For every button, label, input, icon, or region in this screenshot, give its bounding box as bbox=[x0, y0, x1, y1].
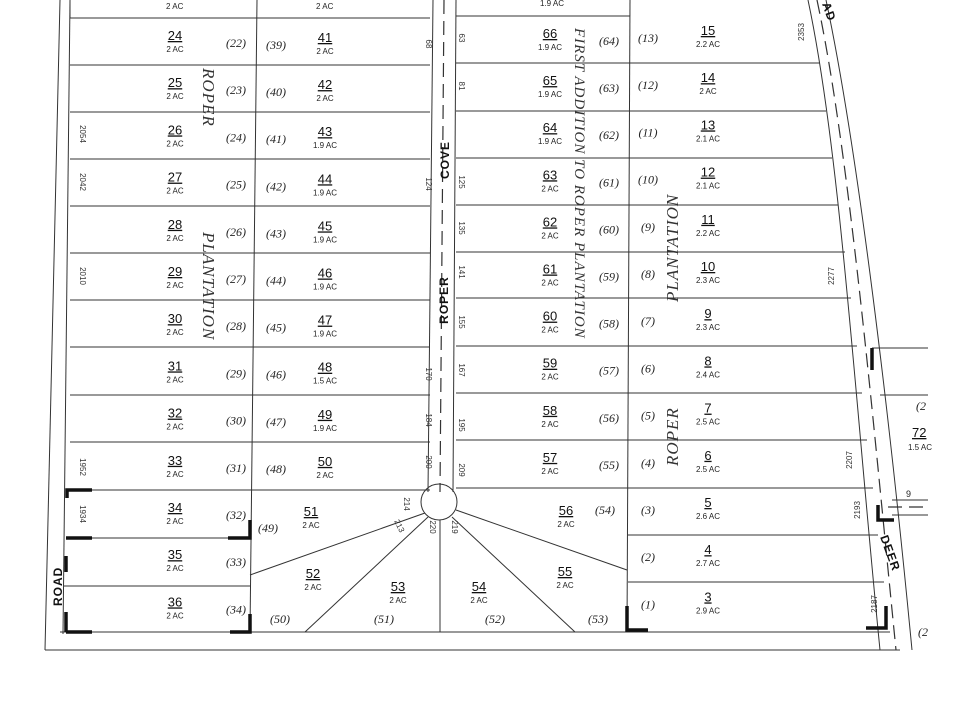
road-label-deer-top: AD bbox=[819, 0, 839, 24]
lot-old-number: (55) bbox=[599, 457, 619, 472]
road-label-cove: COVE bbox=[438, 140, 452, 180]
lot-acres: 2 AC bbox=[166, 375, 184, 385]
lot-old-number: (45) bbox=[266, 320, 286, 335]
lot-old-number: (32) bbox=[226, 508, 246, 522]
lot-number: 55 bbox=[557, 564, 573, 579]
address-number: 135 bbox=[457, 221, 466, 235]
lot-old-number: (46) bbox=[266, 367, 286, 382]
lot-acres: 1.9 AC bbox=[540, 0, 565, 8]
address-number: 2187 bbox=[870, 595, 879, 613]
lot-number: 36 bbox=[167, 594, 183, 610]
lot-acres: 2 AC bbox=[470, 596, 488, 605]
lot-old-number: (39) bbox=[266, 38, 286, 52]
lot-acres: 2 AC bbox=[541, 278, 559, 288]
lot-number: 41 bbox=[317, 30, 333, 45]
mid-left-lot-column bbox=[266, 30, 337, 480]
deer-road bbox=[808, 0, 912, 650]
lot-acres: 2 AC bbox=[699, 87, 717, 97]
lot-acres: 2 AC bbox=[166, 2, 184, 11]
lot-old-number: (30) bbox=[226, 413, 246, 428]
address-number: 2277 bbox=[827, 267, 836, 285]
lot-old-number: (22) bbox=[226, 36, 246, 50]
lot-number: 30 bbox=[167, 311, 183, 327]
lot-old-number: (64) bbox=[599, 34, 619, 48]
lot-number: 3 bbox=[704, 589, 712, 605]
lot-acres: 2.4 AC bbox=[695, 370, 721, 380]
lot-number: 14 bbox=[700, 70, 716, 86]
lot-number: 43 bbox=[317, 124, 333, 140]
lot-acres: 1.5 AC bbox=[908, 443, 933, 452]
lot-acres: 2 AC bbox=[541, 325, 559, 335]
lot-number: 35 bbox=[167, 547, 183, 563]
subdivision-roper-right: ROPER bbox=[663, 407, 682, 466]
lot-number: 13 bbox=[700, 117, 716, 133]
lot-number: 64 bbox=[542, 120, 558, 136]
address-number: 1952 bbox=[78, 458, 87, 476]
subdivision-plantation-right: PLANTATION bbox=[663, 193, 682, 302]
lot-old-number: (59) bbox=[599, 269, 619, 284]
lot-number: 50 bbox=[317, 453, 333, 469]
lot-number: 57 bbox=[542, 449, 558, 465]
lot-number: 45 bbox=[317, 218, 333, 234]
lot-acres: 2 AC bbox=[557, 520, 575, 529]
lot-acres: 1.9 AC bbox=[537, 137, 563, 147]
lot-acres: 2.1 AC bbox=[695, 181, 721, 191]
lot-old-number: (10) bbox=[638, 172, 658, 187]
lot-old-number: (40) bbox=[266, 85, 286, 100]
lot-old-number: (7) bbox=[641, 314, 655, 329]
lot-acres: 2 AC bbox=[166, 328, 184, 338]
lot-number: 49 bbox=[317, 406, 333, 422]
lot-number: 26 bbox=[167, 122, 183, 138]
lot-old-number: (43) bbox=[266, 226, 286, 241]
lot-old-number: (27) bbox=[226, 272, 246, 286]
address-number: 2010 bbox=[78, 267, 87, 285]
lot-number: 60 bbox=[542, 308, 558, 324]
lot-acres: 2 AC bbox=[316, 94, 334, 104]
lot-acres: 1.9 AC bbox=[312, 423, 338, 433]
lot-number: 42 bbox=[317, 77, 333, 93]
road-label-left: ROAD bbox=[51, 566, 65, 606]
lot-old-number: (62) bbox=[599, 128, 619, 143]
lot-number: 15 bbox=[700, 23, 716, 38]
top-partial-lots bbox=[166, 0, 564, 11]
address-number: 2042 bbox=[78, 173, 87, 191]
lot-acres: 2.5 AC bbox=[695, 464, 721, 474]
lot-number: 34 bbox=[167, 500, 183, 515]
lot-acres: 1.9 AC bbox=[537, 43, 563, 52]
address-number: 219 bbox=[450, 520, 459, 534]
lot-acres: 2 AC bbox=[541, 231, 559, 241]
lot-acres: 2.1 AC bbox=[695, 134, 721, 144]
lot-acres: 1.5 AC bbox=[312, 376, 338, 386]
far-right-lots bbox=[906, 399, 932, 639]
lot-old-number: (42) bbox=[266, 179, 286, 194]
lot-number: 27 bbox=[167, 169, 183, 185]
lot-old-number: (60) bbox=[599, 222, 619, 237]
lot-old-number: (33) bbox=[226, 555, 246, 570]
lot-old-number: (3) bbox=[641, 503, 655, 517]
lot-acres: 2 AC bbox=[541, 372, 559, 382]
lot-number: 51 bbox=[303, 504, 319, 519]
lot-old-number: (41) bbox=[266, 132, 286, 147]
lot-acres: 1.9 AC bbox=[312, 329, 338, 339]
lot-old-number: (54) bbox=[595, 503, 615, 517]
lot-old-number: (61) bbox=[599, 175, 619, 190]
address-number: 214 bbox=[402, 497, 411, 511]
lot-old-number: (8) bbox=[641, 267, 655, 281]
address-number: 200 bbox=[424, 455, 433, 469]
lot-old-number: (1) bbox=[641, 597, 655, 612]
lot-old-number: (24) bbox=[226, 130, 246, 145]
lot-acres: 1.9 AC bbox=[537, 90, 563, 100]
lot-acres: 2 AC bbox=[166, 233, 184, 243]
address-number: 1934 bbox=[78, 505, 87, 523]
road-label-roper: ROPER bbox=[437, 276, 451, 324]
lot-old-number: (29) bbox=[226, 366, 246, 381]
address-number: 209 bbox=[457, 463, 466, 477]
address-number: 220 bbox=[428, 520, 437, 534]
lot-acres: 2 AC bbox=[166, 45, 184, 54]
lot-number: 62 bbox=[542, 214, 558, 230]
lot-old-number: (9) bbox=[641, 219, 655, 234]
cul-de-sac bbox=[421, 484, 457, 520]
lot-old-number: (26) bbox=[226, 224, 246, 239]
lot-acres: 2 AC bbox=[166, 186, 184, 196]
lot-number: 48 bbox=[317, 359, 333, 375]
lot-number: 6 bbox=[704, 447, 712, 463]
lot-old-number: (5) bbox=[641, 408, 655, 423]
lot-acres: 2 AC bbox=[389, 596, 407, 605]
lot-old-number: (6) bbox=[641, 361, 655, 376]
lot-old-number: (2) bbox=[641, 550, 655, 565]
lot-acres: 2.2 AC bbox=[695, 228, 721, 238]
lot-acres: 2 AC bbox=[556, 581, 574, 590]
lot-acres: 2.9 AC bbox=[695, 606, 721, 616]
lot-acres: 2 AC bbox=[316, 470, 334, 480]
lot-number: 33 bbox=[167, 452, 183, 468]
lot-number: 61 bbox=[542, 261, 558, 277]
lot-acres: 2 AC bbox=[166, 139, 184, 149]
lot-acres: 2 AC bbox=[166, 469, 184, 479]
lot-acres: 2 AC bbox=[166, 281, 184, 290]
lot-acres: 2 AC bbox=[316, 47, 334, 56]
address-number: 124 bbox=[424, 177, 433, 191]
lot-old-number: (2 bbox=[918, 625, 928, 639]
lot-number: 10 bbox=[700, 259, 716, 274]
lot-number: 63 bbox=[542, 167, 558, 183]
address-number: 213 bbox=[392, 517, 407, 534]
lot-acres: 1.9 AC bbox=[312, 235, 338, 245]
lot-number: 52 bbox=[305, 566, 321, 581]
address-number: 125 bbox=[457, 175, 466, 189]
address-number: 141 bbox=[457, 265, 466, 279]
lot-acres: 2 AC bbox=[166, 564, 184, 574]
lot-number: 29 bbox=[167, 264, 183, 279]
lot-number: 59 bbox=[542, 355, 558, 371]
lot-old-number: (48) bbox=[266, 461, 286, 476]
lot-acres: 2 AC bbox=[541, 466, 559, 476]
lot-number: 4 bbox=[704, 542, 712, 558]
lot-acres: 2 AC bbox=[304, 583, 322, 592]
lot-number: 31 bbox=[167, 358, 183, 374]
lot-old-number: (4) bbox=[641, 455, 655, 470]
lot-acres: 2 AC bbox=[166, 611, 184, 621]
lot-acres: 2.2 AC bbox=[695, 40, 721, 49]
lot-old-number: (50) bbox=[270, 612, 290, 626]
lot-number: 58 bbox=[542, 402, 558, 418]
lot-acres: 2.6 AC bbox=[695, 512, 721, 521]
address-number: 2207 bbox=[845, 451, 854, 469]
lot-old-number: (25) bbox=[226, 177, 246, 192]
lot-number: 65 bbox=[542, 73, 558, 89]
lot-number: 9 bbox=[704, 306, 712, 322]
lot-number: 53 bbox=[390, 579, 406, 594]
lot-number: 24 bbox=[167, 28, 183, 43]
lot-number: 11 bbox=[701, 211, 715, 227]
lot-old-number: (51) bbox=[374, 612, 394, 626]
address-number: 2054 bbox=[78, 125, 87, 143]
lot-old-number: (28) bbox=[226, 319, 246, 334]
lot-acres: 2.3 AC bbox=[695, 323, 721, 333]
lot-acres: 2.5 AC bbox=[695, 417, 721, 427]
lot-acres: 2 AC bbox=[166, 422, 184, 432]
subdivision-plantation-left: PLANTATION bbox=[199, 232, 218, 341]
lot-old-number: (53) bbox=[588, 612, 608, 626]
address-number: 2193 bbox=[853, 501, 862, 519]
road-label-deer: DEER bbox=[877, 533, 904, 574]
lot-old-number: (2 bbox=[916, 399, 926, 413]
lot-acres: 2 AC bbox=[541, 419, 559, 429]
lot-old-number: (23) bbox=[226, 83, 246, 98]
lot-acres: 2.3 AC bbox=[695, 276, 721, 285]
lot-old-number: (57) bbox=[599, 363, 619, 378]
lot-old-number: (12) bbox=[638, 78, 658, 93]
lot-old-number: (34) bbox=[226, 602, 246, 617]
lot-old-number: (44) bbox=[266, 273, 286, 288]
lot-acres: 2 AC bbox=[302, 521, 320, 530]
address-number: 170 bbox=[424, 367, 433, 381]
lot-number: 47 bbox=[317, 312, 333, 328]
lot-number: 5 bbox=[704, 495, 712, 510]
lot-old-number: (49) bbox=[258, 521, 278, 535]
right-lot-column bbox=[638, 23, 720, 615]
subdivision-first-addition: FIRST ADDITION TO ROPER PLANTATION bbox=[571, 28, 587, 339]
lot-number: 28 bbox=[167, 216, 183, 232]
lot-acres: 2 AC bbox=[316, 2, 334, 11]
lot-old-number: (31) bbox=[226, 460, 246, 475]
lot-acres: 1.9 AC bbox=[312, 282, 338, 292]
lot-old-number: (52) bbox=[485, 612, 505, 626]
lot-number: 54 bbox=[471, 579, 487, 594]
lot-number: 44 bbox=[317, 171, 333, 187]
address-number: 81 bbox=[457, 81, 466, 91]
address-number: 155 bbox=[457, 315, 466, 329]
left-road bbox=[45, 0, 70, 650]
lot-acres: 1.9 AC bbox=[312, 141, 338, 151]
address-number: 2353 bbox=[797, 23, 806, 41]
lot-number: 56 bbox=[558, 503, 574, 518]
lot-number: 8 bbox=[704, 353, 712, 369]
lot-old-number: (58) bbox=[599, 316, 619, 331]
lot-acres: 2 AC bbox=[541, 184, 559, 194]
address-number: 184 bbox=[424, 413, 433, 427]
address-number: 195 bbox=[457, 418, 466, 432]
lot-number: 7 bbox=[704, 400, 712, 416]
lot-number: 66 bbox=[542, 26, 558, 41]
subdivision-roper-left: ROPER bbox=[199, 68, 218, 127]
lot-old-number: (56) bbox=[599, 410, 619, 425]
lot-acres: 2 AC bbox=[166, 92, 184, 102]
lot-number: 72 bbox=[912, 425, 927, 440]
lot-number: 32 bbox=[167, 405, 183, 421]
lot-number: 46 bbox=[317, 265, 333, 281]
lot-small-number: 9 bbox=[906, 489, 912, 499]
lot-acres: 1.9 AC bbox=[312, 188, 338, 198]
lot-acres: 2.7 AC bbox=[695, 559, 721, 569]
lot-old-number: (11) bbox=[638, 125, 658, 140]
lot-number: 12 bbox=[700, 164, 716, 180]
lot-old-number: (47) bbox=[266, 414, 286, 429]
lot-old-number: (13) bbox=[638, 31, 658, 45]
address-number: 68 bbox=[424, 39, 433, 49]
lot-old-number: (63) bbox=[599, 81, 619, 96]
lot-acres: 2 AC bbox=[166, 517, 184, 526]
address-number: 167 bbox=[457, 363, 466, 377]
address-number: 63 bbox=[457, 33, 466, 43]
lot-number: 25 bbox=[167, 75, 183, 91]
